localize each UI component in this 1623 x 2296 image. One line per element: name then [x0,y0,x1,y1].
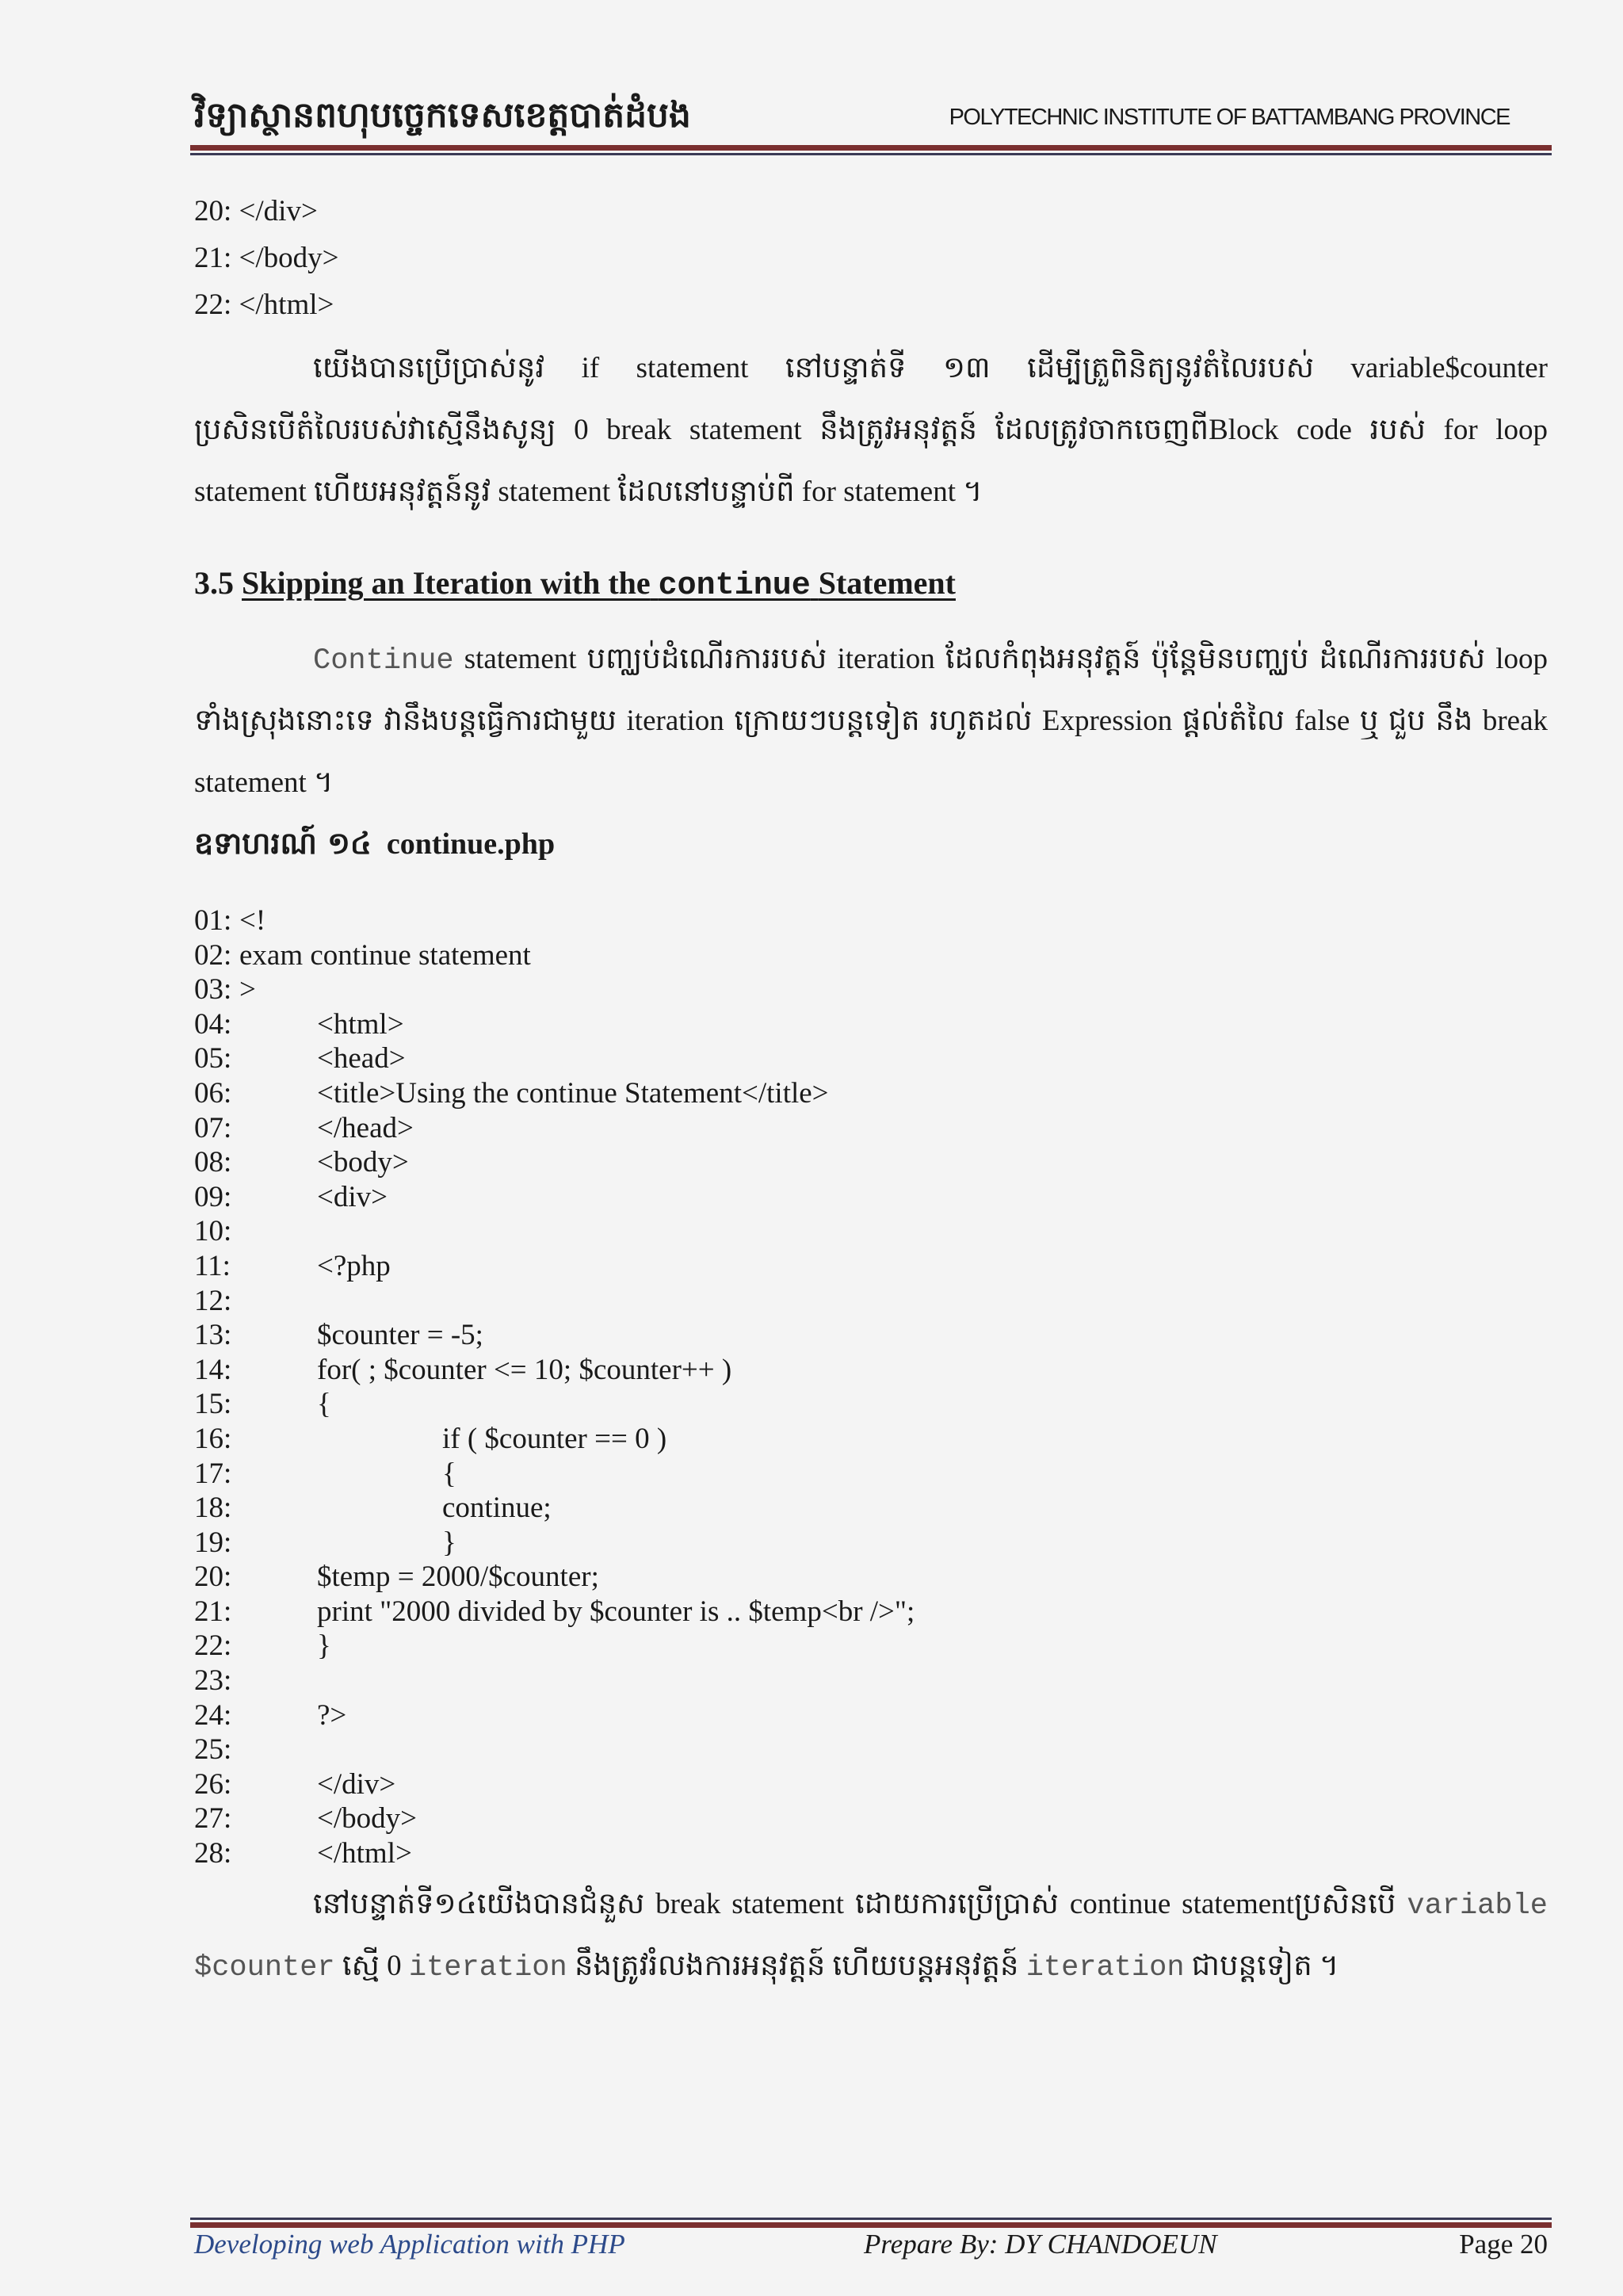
code-line-text: </head> [317,1111,414,1144]
code-line-number: 16: [194,1422,232,1455]
code-line-text: <head> [317,1042,406,1075]
code-line-number: 09: [194,1180,232,1213]
paragraph-line: $counter ស្មើ 0 iteration នឹងត្រូវរំលងការអនុវត្តន៍ ហើយបន្តអនុវត្តន៍ iteration ជាបន្តទៀត ។ [194,1950,1339,1985]
code-line-text: <title>Using the continue Statement</title> [317,1076,829,1110]
code-line-number: 18: [194,1492,232,1525]
prev-code-line: 21: </body> [194,242,339,274]
code-line-number: 21: [194,1595,232,1628]
header-rule-thin [190,153,1552,155]
code-line-number: 08: [194,1146,232,1179]
section-title: Skipping an Iteration with the continue Statement [242,565,956,604]
paragraph-line: statement ហើយអនុវត្តន៍នូវ statement ដែលនៅបន្ទាប់ពី for statement ។ [194,476,983,508]
header-institute-khmer: វិទ្យាស្ថានពហុបច្ចេកទេសខេត្តបាត់ដំបង [194,95,691,136]
paragraph-line: ប្រសិនបើតំលៃរបស់វាស្មើនឹងសូន្យ 0 break statement នឹងត្រូវអនុវត្តន៍ ដែលត្រូវចាកចេញពីBlock code របស់ for loop [194,414,1548,446]
code-line-number: 01: [194,904,232,937]
code-line-number: 24: [194,1698,232,1732]
example-filename: continue.php [386,827,556,861]
paragraph-line: យើងបានប្រើប្រាស់នូវ if statement នៅបន្ទាត់ទី ១៣ ដើម្បីត្រួពិនិត្យនូវតំលៃរបស់ variable$counter [313,352,1548,384]
code-line-text: { [442,1457,456,1490]
code-line-text: <html> [317,1007,404,1041]
code-line-text: </div> [317,1767,396,1801]
paragraph-break-explanation [194,338,1548,523]
code-line-text: print "2000 divided by $counter is .. $temp<br />"; [317,1595,915,1628]
code-line-text: <body> [317,1146,409,1179]
footer-rule-thick [190,2222,1552,2228]
code-line-text: ?> [317,1698,347,1732]
code-line-text: > [239,973,256,1007]
code-line-text: $temp = 2000/$counter; [317,1561,599,1594]
code-line-number: 05: [194,1042,232,1075]
code-line-text: <div> [317,1180,388,1213]
code-line-number: 07: [194,1111,232,1144]
code-line-number: 02: [194,938,232,972]
code-line-number: 03: [194,973,232,1007]
code-line-number: 25: [194,1733,232,1767]
header-institute-english: POLYTECHNIC INSTITUTE OF BATTAMBANG PROVINCE [949,105,1510,130]
code-line-text: exam continue statement [239,938,531,972]
footer-course-title: Developing web Application with PHP [194,2229,625,2260]
code-line-text: } [442,1526,456,1559]
code-line-text: for( ; $counter <= 10; $counter++ ) [317,1353,732,1386]
code-line-text: <?php [317,1249,391,1282]
code-line-text: <! [239,904,266,937]
code-line-number: 28: [194,1837,232,1870]
continue-keyword: Continue [313,644,454,678]
code-line-number: 23: [194,1664,232,1698]
footer-page-number: Page 20 [1459,2229,1548,2260]
code-line-text: continue; [442,1492,552,1525]
code-line-number: 27: [194,1802,232,1836]
header-rule-thick [190,145,1552,151]
code-line-text: </html> [317,1837,412,1870]
paragraph-line: statement ។ [194,766,334,799]
code-line-number: 12: [194,1284,232,1317]
code-line-number: 15: [194,1388,232,1421]
paragraph-line: នៅបន្ទាត់ទី១៤យើងបានជំនួស break statement ដោយការប្រើប្រាស់ continue statementប្រសិនបើ variable [313,1888,1548,1923]
code-line-text: $counter = -5; [317,1319,483,1352]
example-number: ឧទាហរណ៍ ១៤ [194,826,372,861]
code-line-number: 04: [194,1007,232,1041]
section-heading [194,564,956,604]
code-line-number: 20: [194,1561,232,1594]
footer-rule-thin [190,2218,1552,2220]
code-line-text: { [317,1388,331,1421]
code-line-number: 13: [194,1319,232,1352]
footer-author: Prepare By: DY CHANDOEUN [864,2229,1217,2260]
paragraph-line: Continue statement បញ្ឈប់ដំណើរការរបស់ iteration ដែលកំពុងអនុវត្តន៍ ប៉ុន្តែមិនបញ្ឈប់ ដំណើរការរបស់ loop [313,643,1548,678]
example-label [194,824,555,869]
paragraph-line14-explanation [194,1874,1548,1997]
code-line-number: 10: [194,1215,232,1248]
prev-code-line: 22: </html> [194,288,334,321]
code-line-text: </body> [317,1802,418,1836]
paragraph-continue-explanation [194,628,1548,814]
code-line-number: 11: [194,1249,231,1282]
prev-code-line: 20: </div> [194,195,318,227]
code-line-text: } [317,1629,331,1663]
code-line-text: if ( $counter == 0 ) [442,1422,667,1455]
code-line-number: 22: [194,1629,232,1663]
code-line-number: 14: [194,1353,232,1386]
paragraph-line: ទាំងស្រុងនោះទេ វានឹងបន្តធ្វើការជាមួយ iteration ក្រោយៗបន្តទៀត រហូតដល់ Expression ផ្តល់តំលៃ false ឬ ជួប នឹង break [194,705,1548,737]
code-line-number: 06: [194,1076,232,1110]
code-line-number: 17: [194,1457,232,1490]
code-line-number: 26: [194,1767,232,1801]
section-number: 3.5 [194,565,234,601]
code-line-number: 19: [194,1526,232,1559]
